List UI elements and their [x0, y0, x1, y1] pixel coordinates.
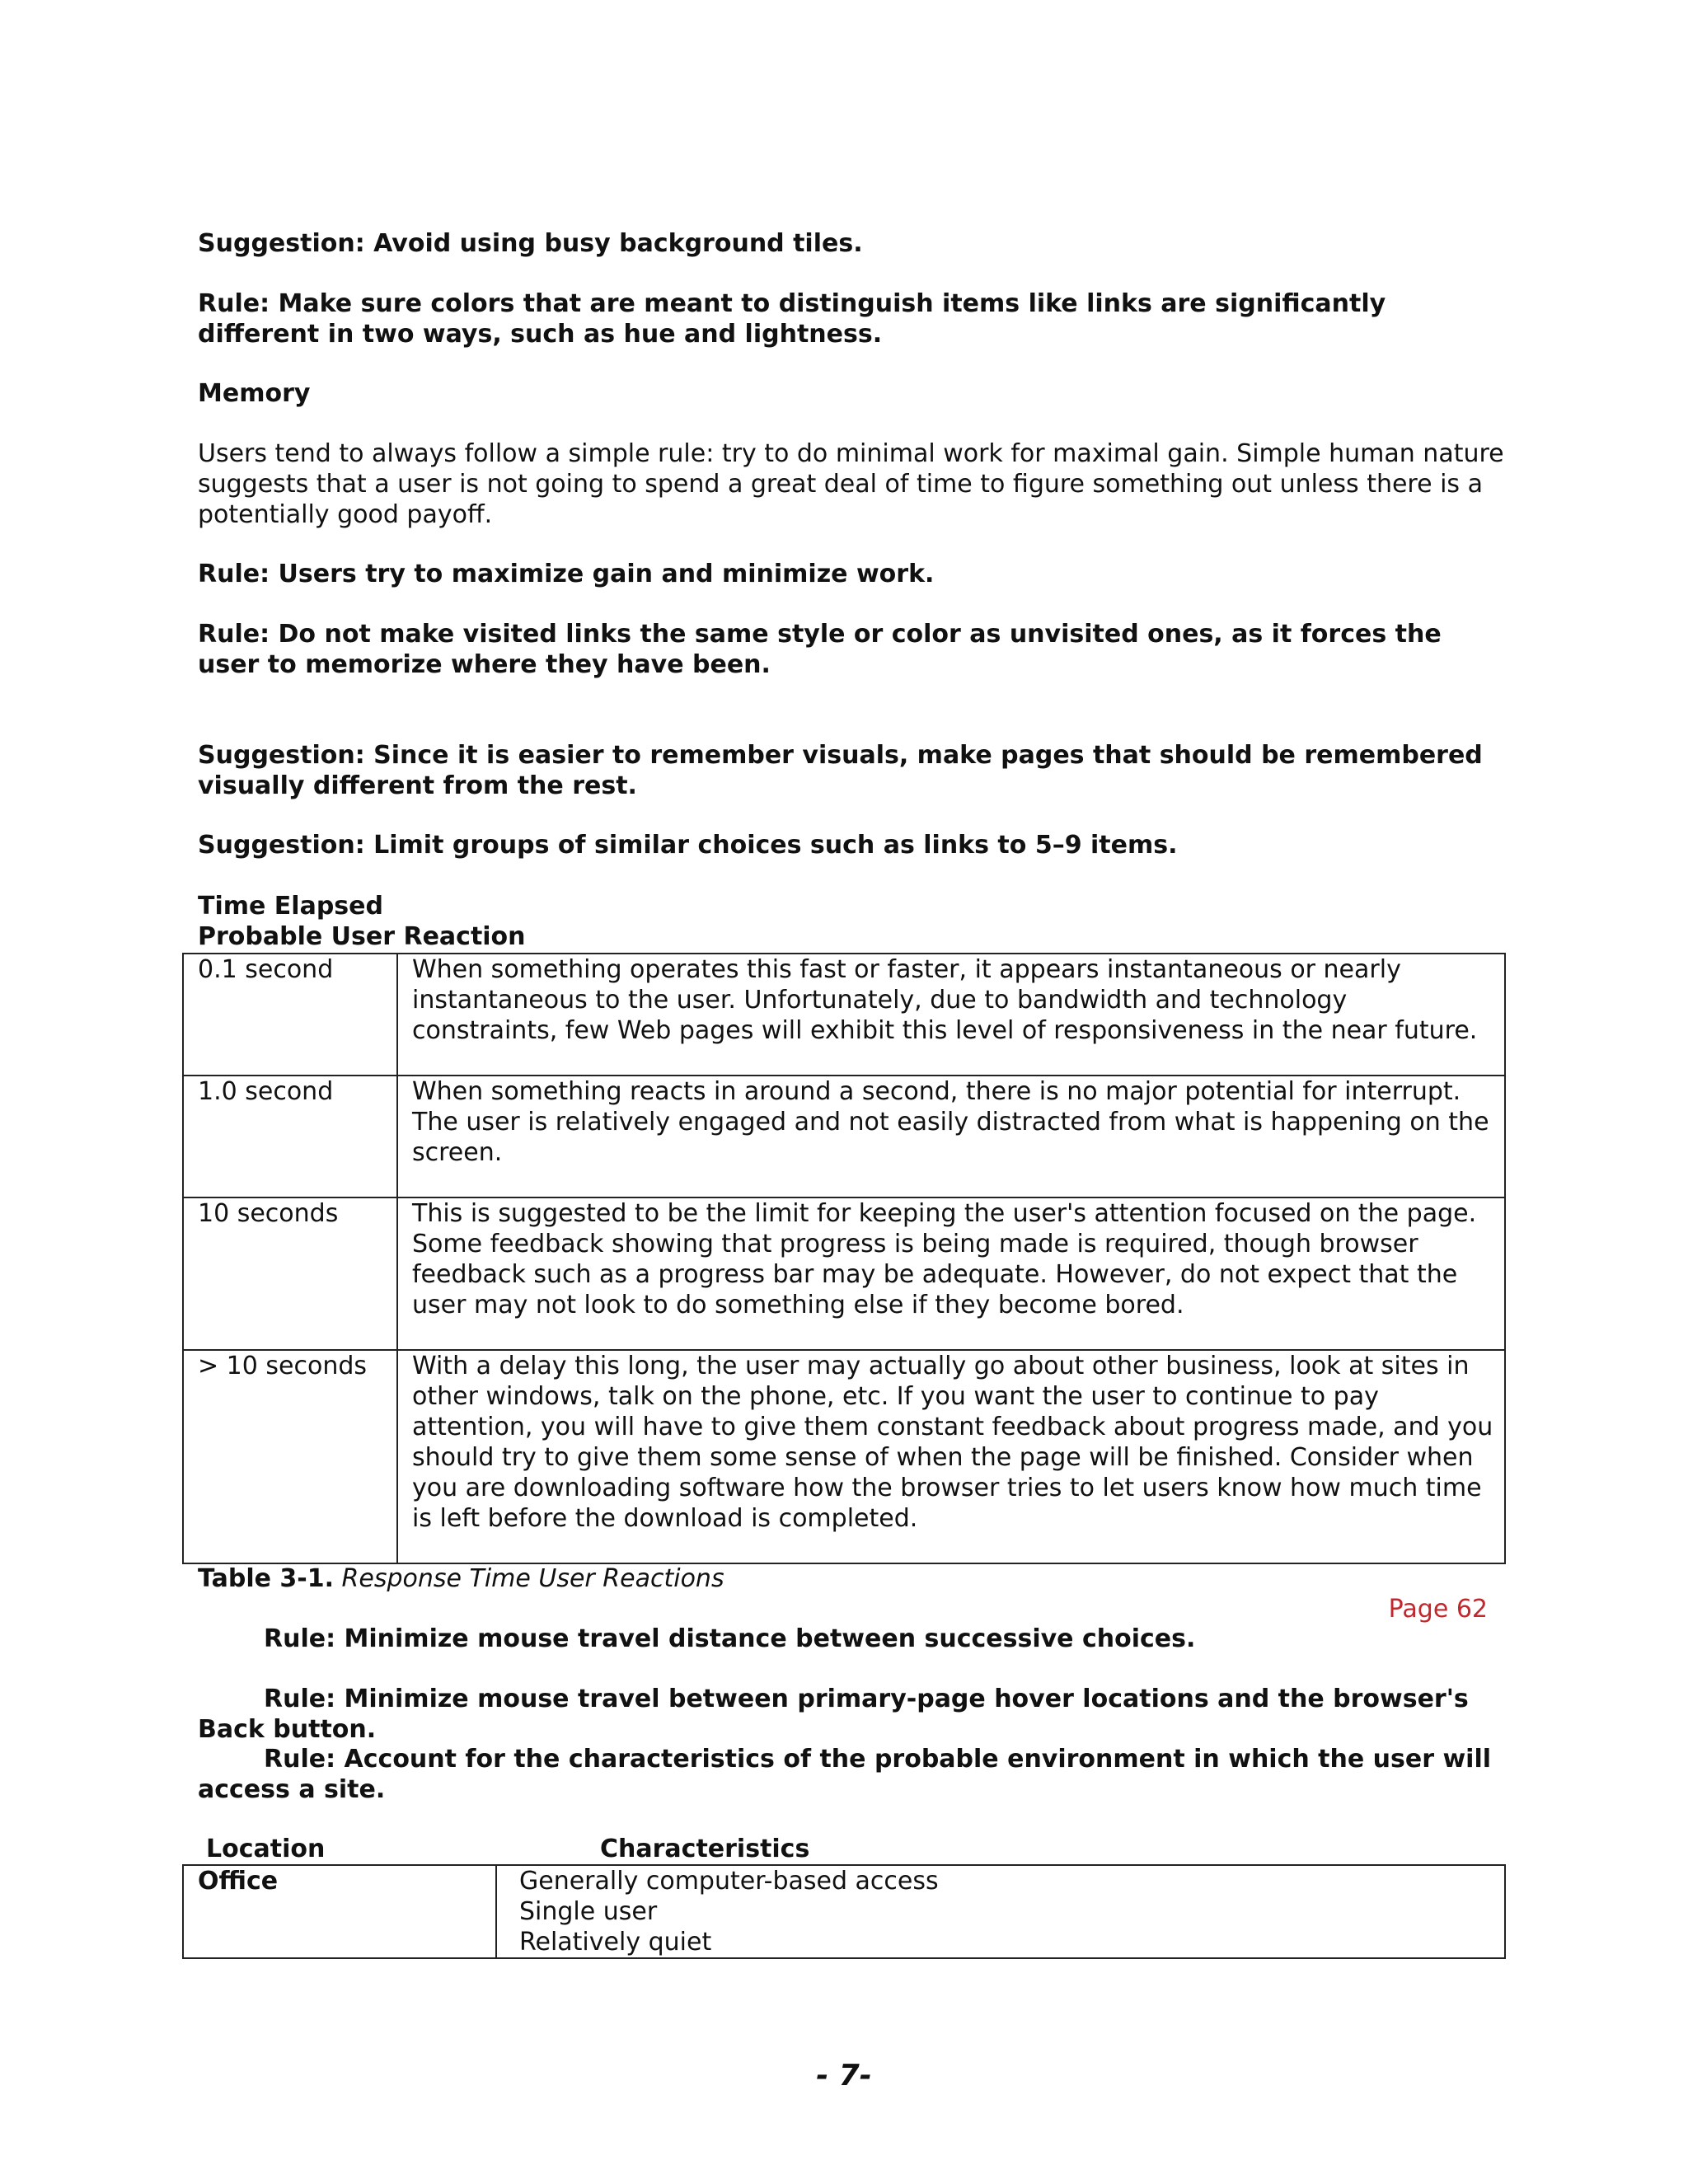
location-table [182, 1864, 1506, 1959]
header-location: Location [206, 1835, 326, 1863]
characteristic-item: Single user [519, 1897, 658, 1926]
characteristic-item: Relatively quiet [519, 1928, 712, 1957]
time-cell: 1.0 second [183, 1076, 397, 1197]
suggestion-remember-visuals: Suggestion: Since it is easier to remember visuals, make pages that should be remembered visually different from the rest. [198, 741, 1483, 800]
response-table-headers [198, 891, 1508, 952]
response-time-table [182, 953, 1506, 1564]
characteristics-cell [496, 1865, 1505, 1958]
table-caption-text: Response Time User Reactions [341, 1564, 724, 1593]
table-row [183, 1865, 1505, 1958]
characteristic-item: Generally computer-based access [519, 1867, 939, 1896]
header-characteristics: Characteristics [600, 1835, 810, 1863]
location-cell: Office [183, 1865, 496, 1958]
rule-distinguish-colors: Rule: Make sure colors that are meant to distinguish items like links are significantly different in two ways, such as hue and lightness. [198, 289, 1386, 349]
page-number-label: Page 62 [1388, 1595, 1488, 1624]
table-row [183, 954, 1505, 1076]
suggestion-limit-groups: Suggestion: Limit groups of similar choices such as links to 5–9 items. [198, 831, 1178, 860]
header-probable-reaction: Probable User Reaction [198, 922, 526, 951]
time-cell: > 10 seconds [183, 1350, 397, 1563]
rule-probable-environment: Rule: Account for the characteristics of the probable environment in which the user will access a site. [198, 1745, 1492, 1804]
table-row [183, 1197, 1505, 1350]
page-footer-number: - 7- [816, 2059, 872, 2093]
section-heading-memory: Memory [198, 379, 311, 408]
reaction-cell: When something reacts in around a second, there is no major potential for interrupt. The user is relatively engaged and not easily distracted from what is happening on the screen. [397, 1076, 1505, 1197]
header-time-elapsed: Time Elapsed [198, 892, 383, 921]
time-cell: 10 seconds [183, 1197, 397, 1350]
table-caption [198, 1563, 1508, 1594]
rule-mouse-back-button: Rule: Minimize mouse travel between primary-page hover locations and the browser's Back button. [198, 1685, 1469, 1744]
rule-visited-links: Rule: Do not make visited links the same style or color as unvisited ones, as it forces the user to memorize where they have been. [198, 620, 1442, 679]
table-row [183, 1076, 1505, 1197]
time-cell: 0.1 second [183, 954, 397, 1076]
rule-mouse-successive-choices: Rule: Minimize mouse travel distance between successive choices. [264, 1624, 1196, 1653]
table-row [183, 1350, 1505, 1563]
reaction-cell: With a delay this long, the user may actually go about other business, look at sites in other windows, talk on the phone, etc. If you want the user to continue to pay attention, you will have to give them constant feedback about progress made, and you should try to give them some sense of when the page will be finished. Consider when you are downloading software how the browser tries to let users know how much time is left before the download is completed. [397, 1350, 1505, 1563]
table-caption-label: Table 3-1. [198, 1564, 334, 1593]
reaction-cell: When something operates this fast or faster, it appears instantaneous or nearly instantaneous to the user. Unfortunately, due to bandwidth and technology constraints, few Web pages will exhibit this level of responsiveness in the near future. [397, 954, 1505, 1076]
memory-paragraph: Users tend to always follow a simple rule: try to do minimal work for maximal gain. Simple human nature suggests that a user is not going to spend a great deal of time to figure something out unless there is a potentially good payoff. [198, 439, 1504, 529]
reaction-cell: This is suggested to be the limit for keeping the user's attention focused on the page. Some feedback showing that progress is being made is required, though browser feedback such as a progress bar may be adequate. However, do not expect that the user may not look to do something else if they become bored. [397, 1197, 1505, 1350]
suggestion-background-tiles: Suggestion: Avoid using busy background tiles. [198, 229, 863, 258]
rule-maximize-gain: Rule: Users try to maximize gain and minimize work. [198, 560, 935, 588]
